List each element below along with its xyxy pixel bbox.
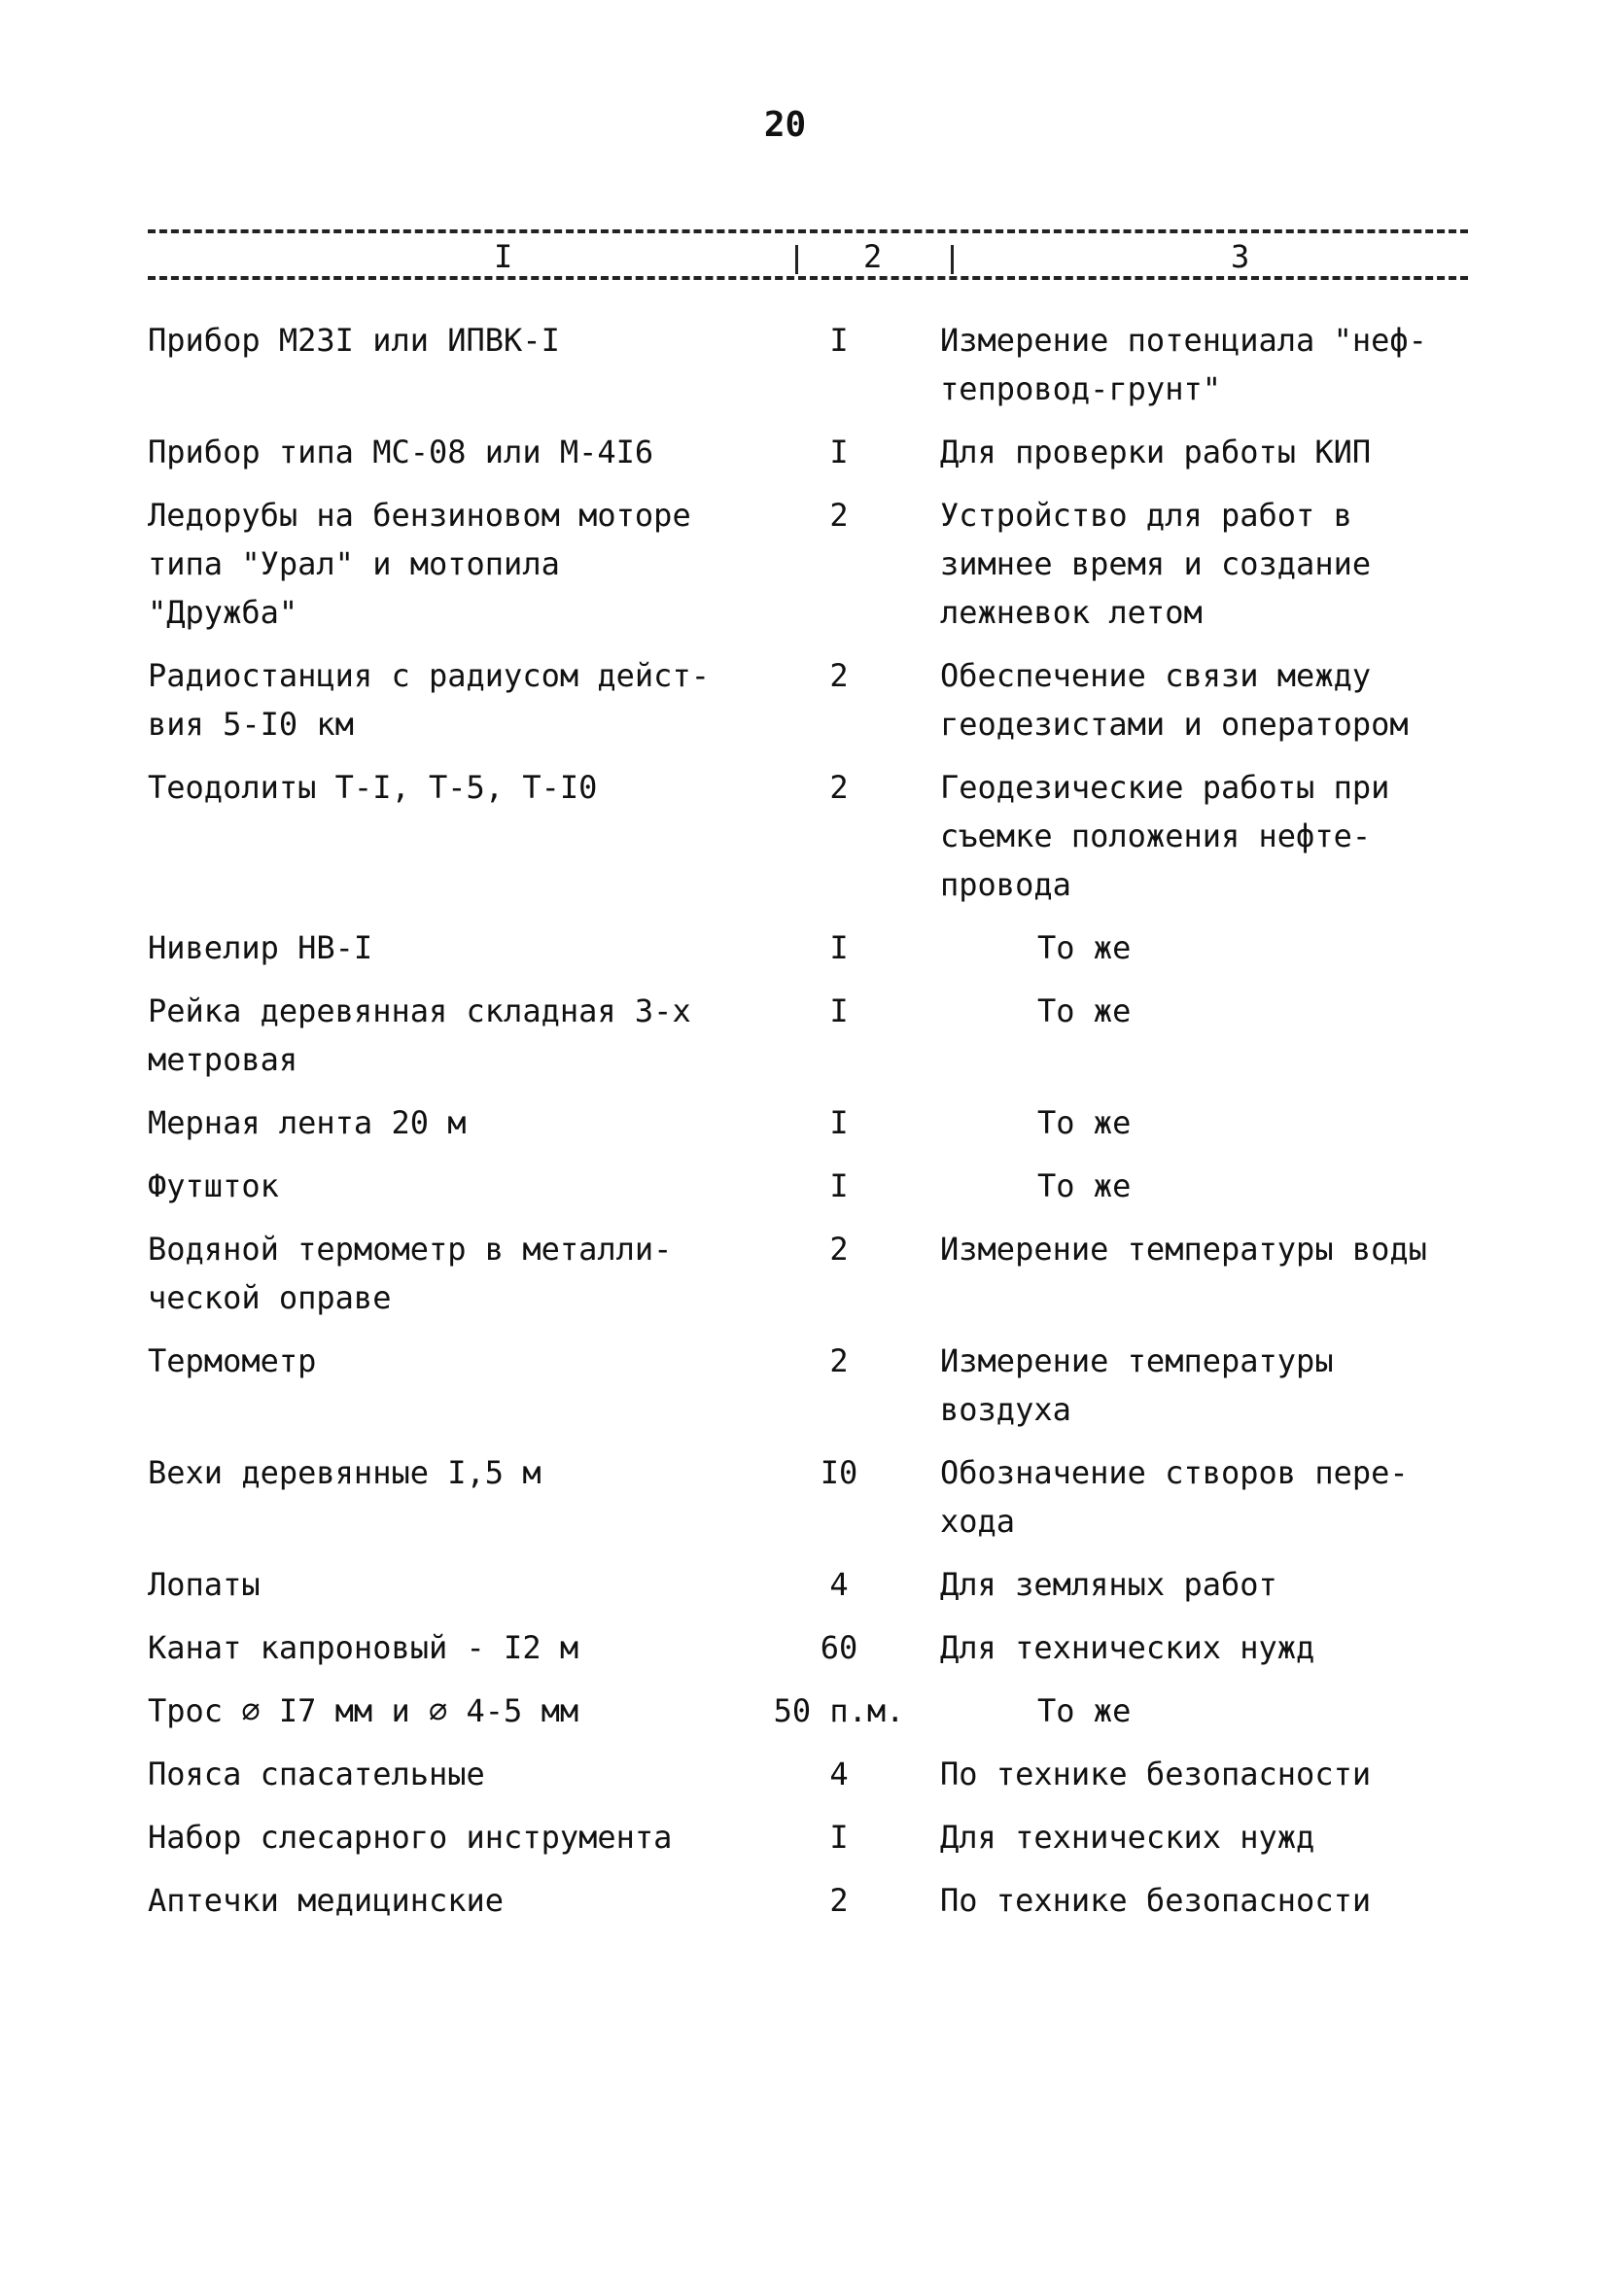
- equipment-quantity: 4: [829, 1566, 849, 1603]
- table-header-rule: [148, 276, 1468, 280]
- table-row: [148, 1162, 1499, 1210]
- equipment-name: Пояса спасательные: [148, 1756, 485, 1792]
- equipment-name: Радиостанция с радиусом дейст- вия 5-I0 км: [148, 657, 710, 743]
- equipment-quantity: I: [829, 434, 849, 470]
- table-top-rule: [148, 229, 1468, 233]
- equipment-quantity: I: [829, 322, 849, 359]
- equipment-quantity: I: [829, 1104, 849, 1141]
- equipment-quantity: I: [829, 992, 849, 1029]
- equipment-quantity: 2: [829, 1342, 849, 1379]
- equipment-name: Канат капроновый - I2 м: [148, 1629, 579, 1666]
- equipment-purpose: То же: [1037, 1104, 1132, 1141]
- equipment-name: Мерная лента 20 м: [148, 1104, 467, 1141]
- equipment-purpose: Обозначение створов пере- хода: [940, 1454, 1409, 1540]
- table-row: [148, 428, 1499, 476]
- table-row: [148, 1623, 1499, 1672]
- equipment-quantity: 2: [829, 1231, 849, 1268]
- equipment-quantity: 60: [820, 1629, 858, 1666]
- column-separator: [951, 245, 954, 274]
- table-row: [148, 1098, 1499, 1147]
- equipment-purpose: Устройство для работ в зимнее время и создание лежневок летом: [940, 497, 1372, 631]
- equipment-name: Теодолиты Т-I, Т-5, Т-I0: [148, 769, 598, 806]
- table-row: [148, 1225, 1499, 1322]
- equipment-quantity: 2: [829, 1882, 849, 1919]
- equipment-purpose: Для технических нужд: [940, 1629, 1315, 1666]
- table-row: [148, 987, 1499, 1084]
- equipment-name: Аптечки медицинские: [148, 1882, 505, 1919]
- equipment-name: Трос ∅ I7 мм и ∅ 4-5 мм: [148, 1692, 579, 1729]
- equipment-purpose: То же: [1037, 929, 1132, 966]
- equipment-name: Водяной термометр в металли- ческой оправе: [148, 1231, 673, 1316]
- equipment-quantity: 2: [829, 769, 849, 806]
- equipment-quantity: 2: [829, 657, 849, 694]
- table-row: [148, 491, 1499, 637]
- equipment-quantity: I: [829, 1167, 849, 1204]
- table-row: [148, 1448, 1499, 1546]
- table-row: [148, 1337, 1499, 1434]
- equipment-name: Рейка деревянная складная 3-х метровая: [148, 992, 691, 1078]
- equipment-table: [148, 316, 1499, 1939]
- equipment-purpose: Измерение потенциала "неф- тепровод-грунт": [940, 322, 1427, 407]
- column-header-name: I: [486, 239, 520, 274]
- equipment-purpose: Геодезические работы при съемке положения нефте- провода: [940, 769, 1390, 903]
- equipment-quantity: 4: [829, 1756, 849, 1792]
- equipment-purpose: Для проверки работы КИП: [940, 434, 1372, 470]
- equipment-name: Прибор типа МС-08 или М-4I6: [148, 434, 654, 470]
- equipment-purpose: То же: [1037, 1692, 1132, 1729]
- column-separator: [795, 245, 798, 274]
- table-row: [148, 763, 1499, 909]
- table-row: [148, 651, 1499, 748]
- equipment-name: Термометр: [148, 1342, 317, 1379]
- table-row: [148, 1813, 1499, 1861]
- equipment-name: Ледорубы на бензиновом моторе типа "Урал" и мотопила "Дружба": [148, 497, 691, 631]
- table-row: [148, 923, 1499, 972]
- equipment-purpose: Для технических нужд: [940, 1819, 1315, 1856]
- equipment-purpose: То же: [1037, 1167, 1132, 1204]
- column-header-quantity: 2: [856, 239, 890, 274]
- equipment-name: Вехи деревянные I,5 м: [148, 1454, 541, 1491]
- equipment-purpose: То же: [1037, 992, 1132, 1029]
- equipment-purpose: Измерение температуры воздуха: [940, 1342, 1334, 1428]
- equipment-purpose: Измерение температуры воды: [940, 1231, 1427, 1268]
- equipment-quantity: 2: [829, 497, 849, 534]
- equipment-quantity: I0: [820, 1454, 858, 1491]
- table-row: [148, 1560, 1499, 1609]
- equipment-name: Лопаты: [148, 1566, 261, 1603]
- equipment-quantity: I: [829, 1819, 849, 1856]
- equipment-quantity: 50 п.м.: [773, 1692, 905, 1729]
- table-row: [148, 1750, 1499, 1798]
- equipment-purpose: По технике безопасности: [940, 1882, 1372, 1919]
- table-row: [148, 316, 1499, 413]
- equipment-purpose: По технике безопасности: [940, 1756, 1372, 1792]
- table-row: [148, 1876, 1499, 1925]
- page-number: 20: [763, 105, 807, 145]
- equipment-name: Набор слесарного инструмента: [148, 1819, 673, 1856]
- equipment-name: Футшток: [148, 1167, 279, 1204]
- equipment-name: Нивелир НВ-I: [148, 929, 373, 966]
- table-row: [148, 1687, 1499, 1735]
- equipment-name: Прибор М23I или ИПВК-I: [148, 322, 560, 359]
- equipment-purpose: Для земляных работ: [940, 1566, 1277, 1603]
- equipment-purpose: Обеспечение связи между геодезистами и оператором: [940, 657, 1409, 743]
- column-header-purpose: 3: [1223, 239, 1257, 274]
- equipment-quantity: I: [829, 929, 849, 966]
